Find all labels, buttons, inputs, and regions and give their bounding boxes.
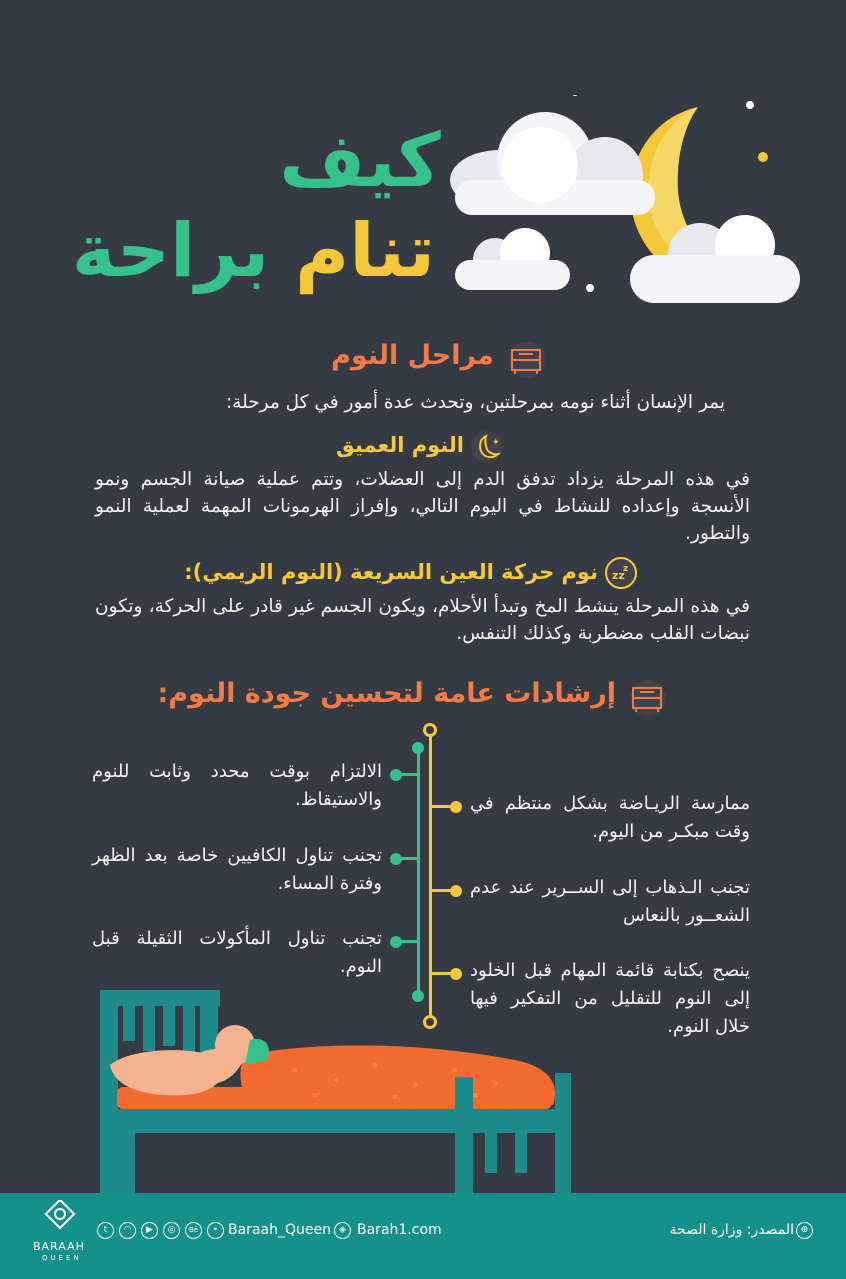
- star-dot: [746, 101, 754, 109]
- source-text: المصدر: وزارة الصحة: [669, 1222, 794, 1238]
- brand-logo-text: BARAAH: [33, 1240, 85, 1253]
- stages-intro: يمر الإنسان أثناء نومه بمرحلتين، وتحدث عدة أمور في كل مرحلة:: [225, 392, 725, 413]
- brand-logo: [38, 1200, 82, 1236]
- branch-line: [430, 972, 452, 975]
- timeline-node: [390, 769, 402, 781]
- moon-clouds-illustration: [440, 95, 820, 315]
- page-title-line1: كيف: [279, 118, 441, 204]
- timeline-node: [450, 968, 462, 980]
- instagram-icon[interactable]: ◎: [163, 1222, 180, 1239]
- snapchat-icon[interactable]: ◠: [119, 1222, 136, 1239]
- deep-sleep-text: في هذه المرحلة يزداد تدفق الدم إلى العضلات، وتتم عملية صيانة الجسم ونمو الأنسجة وإعداده للنشاط في اليوم التالي، وإفراز الهرمونات المهمة لعملية النمو والتطور.: [95, 469, 750, 544]
- star-dot: [586, 284, 594, 292]
- tip-right-1: ممارسة الريـاضة بشكل منتظم في وقت مبكـر من اليوم.: [470, 793, 750, 842]
- tip-left-3: تجنب تناول المأكولات الثقيلة قبل النوم.: [92, 928, 382, 977]
- brand-logo-subtext: QUEEN: [42, 1254, 82, 1262]
- cloud-icon: [455, 228, 570, 290]
- timeline-node: [450, 885, 462, 897]
- tip-right-3: ينصح بكتابة قائمة المهام قبل الخلود إلى النوم للتقليل من التفكير فيها خلال النوم.: [470, 960, 750, 1037]
- youtube-icon[interactable]: ▶: [141, 1222, 158, 1239]
- svg-text:✦: ✦: [492, 438, 500, 448]
- website-icon: ◈: [334, 1222, 351, 1239]
- svg-text:z: z: [623, 564, 629, 574]
- tip-left-2: تجنب تناول الكافيين خاصة بعد الظهر وفترة المساء.: [92, 845, 382, 894]
- title-word-sleep: تنام: [294, 208, 435, 294]
- bed-icon: [507, 342, 547, 378]
- cloud-icon: [450, 112, 655, 215]
- website-link[interactable]: Barah1.com: [357, 1222, 442, 1238]
- social-handle[interactable]: Baraah_Queen: [228, 1222, 331, 1238]
- timeline-node: [390, 936, 402, 948]
- star-dot: [572, 95, 578, 96]
- page-title-line2: [55, 208, 435, 294]
- branch-line: [430, 805, 452, 808]
- svg-text:zz: zz: [612, 569, 625, 582]
- section-heading-tips: إرشادات عامة لتحسين جودة النوم:: [157, 678, 616, 709]
- timeline-node: [450, 801, 462, 813]
- globe-icon: ⊕: [796, 1222, 813, 1239]
- sleeping-person-illustration: [95, 985, 585, 1195]
- bed-icon: [628, 680, 668, 716]
- star-dot: [758, 152, 768, 162]
- timeline-node: [423, 723, 437, 737]
- timeline-node: [390, 853, 402, 865]
- timeline-yellow: [429, 730, 432, 1022]
- tip-left-1: الالتزام بوقت محدد وثابت للنوم والاستيقاظ.: [92, 761, 382, 810]
- zzz-icon: [604, 556, 638, 590]
- behance-icon[interactable]: Bē: [185, 1222, 202, 1239]
- timeline-green: [417, 745, 420, 995]
- twitter-icon[interactable]: t: [97, 1222, 114, 1239]
- subheading-deep-sleep: النوم العميق: [335, 433, 464, 457]
- branch-line: [430, 889, 452, 892]
- channel-icon[interactable]: •: [207, 1222, 224, 1239]
- tip-right-2: تجنب الـذهاب إلى الســرير عند عدم الشعــور بالنعاس: [470, 877, 750, 926]
- subheading-rem-sleep: نوم حركة العين السريعة (النوم الريمي):: [184, 560, 598, 584]
- timeline-node: [412, 742, 424, 754]
- title-word-comfort: براحة: [71, 208, 270, 294]
- sleep-moon-stars-icon: [470, 430, 504, 464]
- section-heading-stages: مراحل النوم: [331, 340, 494, 371]
- rem-sleep-text: في هذه المرحلة ينشط المخ وتبدأ الأحلام، ويكون الجسم غير قادر على الحركة، وتكون نبضات القلب مضطربة وكذلك التنفس.: [95, 596, 750, 644]
